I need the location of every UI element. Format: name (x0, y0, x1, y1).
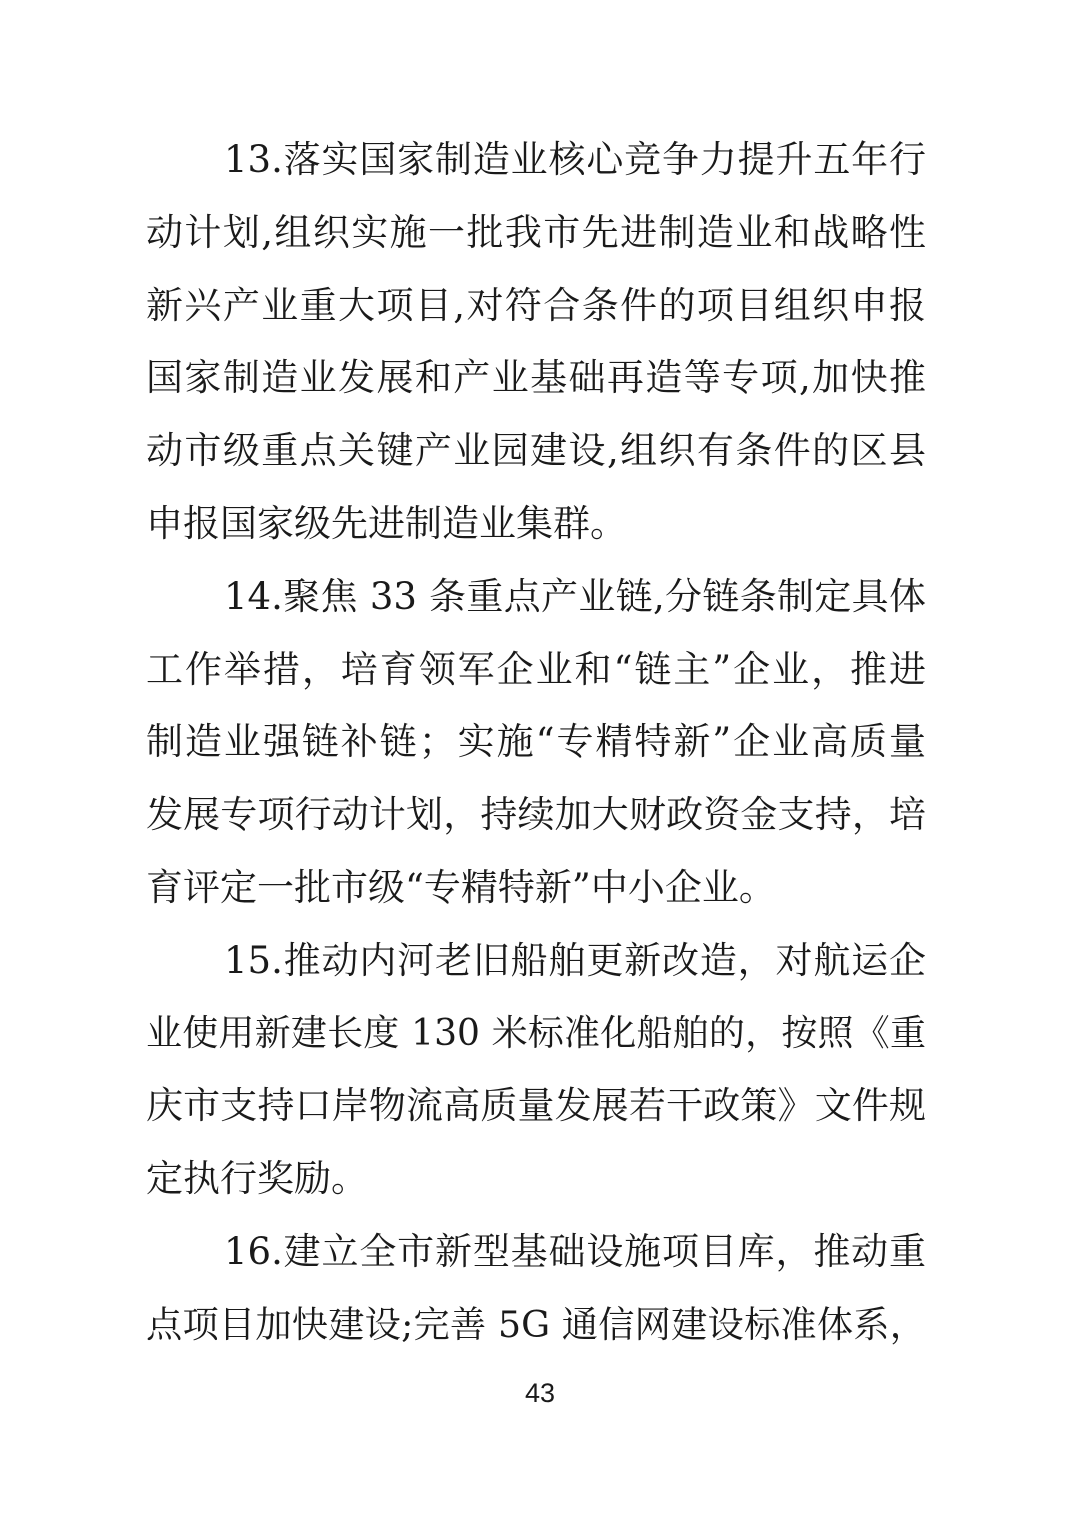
paragraph-15 (146, 925, 926, 1216)
paragraph-14 (146, 561, 926, 925)
paragraph-line: 点项目加快建设;完善 5G 通信网建设标准体系， (146, 1302, 926, 1346)
page-number: 43 (524, 1378, 556, 1408)
paragraph-line: 新兴产业重大项目,对符合条件的项目组织申报 (146, 283, 926, 327)
paragraph-line: 业使用新建长度 130 米标准化船舶的，按照《重 (146, 1012, 926, 1054)
paragraph-line: 发展专项行动计划，持续加大财政资金支持，培 (146, 793, 926, 837)
paragraph-line: 育评定一批市级“专精特新”中小企业。 (146, 865, 776, 909)
paragraph-line: 16.建立全市新型基础设施项目库，推动重 (224, 1229, 926, 1273)
paragraph-line: 动市级重点关键产业园建设,组织有条件的区县 (146, 429, 926, 473)
body-text (146, 124, 926, 1362)
paragraph-line: 工作举措，培育领军企业和“链主”企业，推进 (146, 647, 926, 691)
paragraph-line: 动计划,组织实施一批我市先进制造业和战略性 (146, 210, 926, 254)
paragraph-line: 庆市支持口岸物流高质量发展若干政策》文件规 (146, 1084, 926, 1128)
paragraph-16 (146, 1216, 926, 1362)
paragraph-line: 申报国家级先进制造业集群。 (146, 501, 627, 545)
paragraph-13 (146, 124, 926, 561)
paragraph-line: 14.聚焦 33 条重点产业链,分链条制定具体 (224, 574, 926, 618)
paragraph-line: 制造业强链补链；实施“专精特新”企业高质量 (146, 720, 926, 764)
paragraph-line: 国家制造业发展和产业基础再造等专项,加快推 (146, 356, 926, 400)
paragraph-line: 15.推动内河老旧船舶更新改造，对航运企 (224, 938, 926, 982)
paragraph-line: 13.落实国家制造业核心竞争力提升五年行 (224, 138, 926, 181)
paragraph-line: 定执行奖励。 (146, 1157, 368, 1201)
